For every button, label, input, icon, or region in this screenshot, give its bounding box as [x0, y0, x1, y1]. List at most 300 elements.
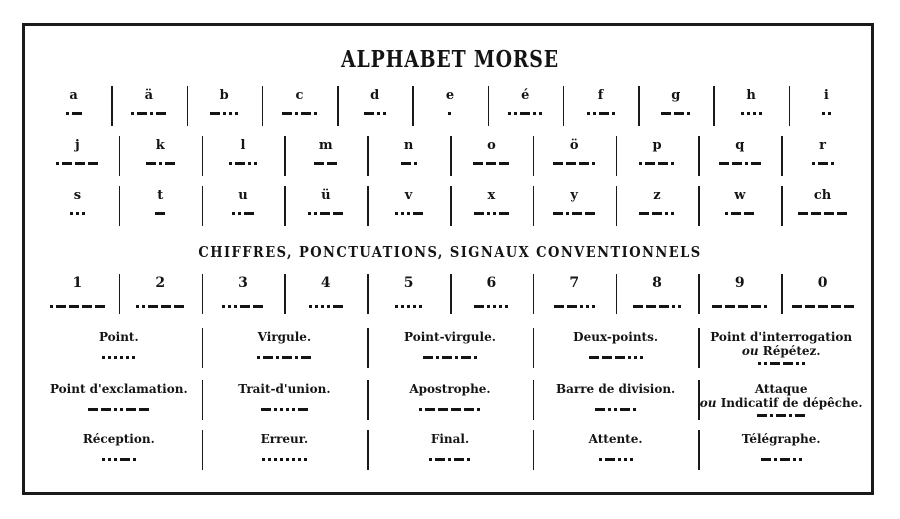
morse-code: [187, 112, 262, 115]
morse-dot: [229, 112, 232, 115]
entry-label: [367, 188, 450, 203]
entry-label-text: h: [746, 88, 756, 103]
entry-label-text: w: [734, 188, 746, 203]
morse-dot: [150, 112, 153, 115]
morse-dot: [126, 356, 129, 359]
morse-dash: [161, 305, 171, 308]
entry-label-text: d: [370, 88, 380, 103]
morse-dash: [757, 414, 767, 417]
morse-dot: [665, 212, 668, 215]
entry-label: [367, 330, 533, 344]
morse-dash: [499, 212, 509, 215]
morse-code: [111, 112, 186, 115]
entry-label-text: Trait-d'union.: [238, 382, 331, 396]
morse-code: [781, 305, 864, 308]
entry-label: [284, 275, 367, 291]
morse-entry: [698, 430, 864, 476]
morse-entry: [713, 86, 788, 130]
entry-label-text: ö: [569, 138, 579, 153]
morse-dot: [828, 112, 831, 115]
entry-label-text: l: [240, 138, 246, 153]
morse-entry: [367, 430, 533, 476]
morse-entry: [36, 186, 119, 230]
morse-dot: [222, 305, 225, 308]
morse-code: [36, 408, 202, 411]
entry-label-ou: ou: [699, 396, 717, 410]
morse-dot: [228, 305, 231, 308]
morse-entry: [202, 136, 285, 180]
entry-label-ou: ou: [741, 344, 759, 358]
morse-dot: [114, 356, 117, 359]
entry-label-text: k: [155, 138, 165, 153]
morse-dot: [758, 362, 761, 365]
morse-dash: [56, 305, 66, 308]
morse-dot: [315, 305, 318, 308]
entry-label: [698, 138, 781, 153]
entry-label-text: Virgule.: [257, 330, 312, 344]
morse-dash: [553, 212, 563, 215]
morse-dot: [133, 458, 136, 461]
morse-dash: [792, 305, 802, 308]
morse-dash: [602, 356, 612, 359]
morse-entry: [119, 272, 202, 316]
entry-label: [284, 138, 367, 153]
morse-code: [533, 162, 616, 165]
morse-dot: [395, 212, 398, 215]
morse-dash: [69, 305, 79, 308]
morse-entry: [202, 272, 285, 316]
morse-dash: [566, 162, 576, 165]
morse-code: [36, 458, 202, 461]
morse-entry: [450, 136, 533, 180]
morse-entry: [698, 136, 781, 180]
morse-dash: [844, 305, 854, 308]
morse-dot: [789, 414, 792, 417]
morse-entry: [488, 86, 563, 130]
entry-label-text: Final.: [430, 432, 470, 446]
morse-dash: [783, 362, 793, 365]
entry-label: [789, 88, 864, 103]
morse-dot: [286, 408, 289, 411]
morse-code: [202, 356, 368, 359]
morse-dot: [593, 112, 596, 115]
entry-label-text: b: [219, 88, 229, 103]
entry-label-alt: Répétez.: [762, 344, 821, 358]
morse-dash: [137, 112, 147, 115]
morse-code: [533, 305, 616, 308]
morse-dot: [419, 408, 422, 411]
morse-dot: [725, 212, 728, 215]
morse-entry: [284, 272, 367, 316]
entry-label-text: Point.: [98, 330, 139, 344]
entry-label: [450, 138, 533, 153]
morse-code: [412, 112, 487, 115]
morse-dash: [572, 212, 582, 215]
morse-dash: [776, 414, 786, 417]
entry-label-text: 3: [238, 275, 248, 291]
morse-dash: [62, 162, 72, 165]
morse-entry: [412, 86, 487, 130]
morse-dash: [719, 162, 729, 165]
morse-dot: [321, 305, 324, 308]
morse-code: [119, 212, 202, 215]
entry-label: [450, 188, 533, 203]
morse-dash: [165, 162, 175, 165]
morse-dot: [671, 162, 674, 165]
morse-dot: [276, 356, 279, 359]
morse-code: [698, 162, 781, 165]
entry-label: [36, 432, 202, 446]
morse-dash: [818, 305, 828, 308]
morse-code: [36, 212, 119, 215]
morse-code: [713, 112, 788, 115]
morse-entry: [36, 430, 202, 476]
morse-dot: [587, 112, 590, 115]
morse-dash: [156, 112, 166, 115]
morse-entry: [533, 272, 616, 316]
entry-label-text: r: [819, 138, 827, 153]
morse-dash: [244, 212, 254, 215]
morse-dash: [589, 356, 599, 359]
morse-code: [781, 212, 864, 215]
morse-dash: [811, 212, 821, 215]
morse-dot: [120, 356, 123, 359]
morse-dash: [732, 162, 742, 165]
entry-label: [367, 275, 450, 291]
morse-entry: [119, 186, 202, 230]
morse-dash: [298, 408, 308, 411]
morse-dot: [383, 112, 386, 115]
morse-entry: [450, 186, 533, 230]
morse-dot: [799, 458, 802, 461]
entry-label-text: ü: [321, 188, 331, 203]
morse-dot: [274, 408, 277, 411]
morse-entry: [202, 328, 368, 374]
morse-entry: [187, 86, 262, 130]
entry-label: [533, 330, 699, 344]
morse-dash: [423, 356, 433, 359]
morse-dot: [114, 458, 117, 461]
morse-code: [202, 458, 368, 461]
entry-label: [533, 382, 699, 396]
entry-label: [202, 432, 368, 446]
entry-label: [781, 188, 864, 203]
morse-dot: [56, 162, 59, 165]
morse-dash: [282, 112, 292, 115]
morse-code: [119, 305, 202, 308]
morse-entry: [36, 86, 111, 130]
entry-label: [367, 432, 533, 446]
morse-entry: [36, 380, 202, 426]
morse-dot: [395, 305, 398, 308]
morse-dot: [831, 162, 834, 165]
morse-entry: [698, 328, 864, 374]
morse-code: [533, 212, 616, 215]
morse-dot: [793, 458, 796, 461]
morse-code: [698, 212, 781, 215]
entry-label: [36, 275, 119, 291]
entry-label-text: c: [295, 88, 304, 103]
entry-label: [36, 382, 202, 396]
morse-dot: [159, 162, 162, 165]
morse-dot: [759, 112, 762, 115]
morse-entry: [563, 86, 638, 130]
morse-dash: [364, 112, 374, 115]
morse-dash: [401, 162, 411, 165]
morse-code: [781, 162, 864, 165]
morse-dash: [301, 112, 311, 115]
morse-entry: [616, 272, 699, 316]
morse-entry: [698, 272, 781, 316]
morse-code: [698, 305, 781, 308]
entry-label-text: i: [823, 88, 829, 103]
morse-code: [367, 305, 450, 308]
morse-dash: [751, 162, 761, 165]
morse-dot: [822, 112, 825, 115]
morse-dash: [148, 305, 158, 308]
entry-label: [119, 188, 202, 203]
morse-dot: [108, 458, 111, 461]
morse-entry: [533, 136, 616, 180]
entry-label: [533, 138, 616, 153]
entry-label-text: v: [404, 188, 413, 203]
morse-code: [367, 212, 450, 215]
morse-dash: [333, 305, 343, 308]
morse-code: [262, 112, 337, 115]
morse-dash: [333, 212, 343, 215]
morse-dot: [108, 356, 111, 359]
morse-dot: [295, 112, 298, 115]
entry-label-text: Barre de division.: [555, 382, 676, 396]
entry-label: [698, 382, 864, 410]
entry-label-text: t: [157, 188, 164, 203]
entry-label-text: ä: [144, 88, 154, 103]
morse-dot: [508, 112, 511, 115]
morse-dot: [499, 305, 502, 308]
morse-dot: [238, 212, 241, 215]
morse-dot: [630, 458, 633, 461]
morse-code: [450, 305, 533, 308]
entry-label-text: q: [735, 138, 745, 153]
morse-dash: [553, 162, 563, 165]
morse-code: [616, 162, 699, 165]
entry-label: [412, 88, 487, 103]
morse-dot: [419, 305, 422, 308]
morse-dash: [413, 212, 423, 215]
entry-label: [533, 432, 699, 446]
morse-dash: [795, 414, 805, 417]
morse-dash: [615, 356, 625, 359]
morse-dot: [401, 305, 404, 308]
morse-dot: [292, 458, 295, 461]
morse-entry: [789, 86, 864, 130]
morse-dash: [314, 162, 324, 165]
morse-entry: [367, 328, 533, 374]
morse-dot: [745, 162, 748, 165]
entry-label: [616, 188, 699, 203]
morse-dash: [837, 212, 847, 215]
morse-dash: [674, 112, 684, 115]
morse-dot: [505, 305, 508, 308]
morse-dot: [608, 408, 611, 411]
morse-dot: [687, 112, 690, 115]
morse-code: [616, 305, 699, 308]
entry-label-text: n: [403, 138, 414, 153]
morse-dot: [671, 212, 674, 215]
morse-dash: [770, 362, 780, 365]
morse-entry: [533, 328, 699, 374]
entry-label: [202, 382, 368, 396]
morse-code: [698, 362, 864, 365]
morse-dash: [831, 305, 841, 308]
entry-label: [698, 188, 781, 203]
morse-dot: [753, 112, 756, 115]
morse-dot: [741, 112, 744, 115]
morse-code: [533, 408, 699, 411]
morse-dot: [592, 305, 595, 308]
morse-dash: [95, 305, 105, 308]
entry-label-text: 9: [734, 275, 745, 291]
morse-dot: [477, 408, 480, 411]
morse-code: [533, 458, 699, 461]
morse-dash: [818, 162, 828, 165]
morse-dash: [620, 408, 630, 411]
entry-label: [616, 138, 699, 153]
morse-dash: [282, 356, 292, 359]
entry-label-text: Réception.: [82, 432, 155, 446]
morse-dot: [580, 305, 583, 308]
morse-dash: [599, 112, 609, 115]
entry-label-text: 6: [486, 275, 497, 291]
morse-dash: [652, 212, 662, 215]
morse-dash: [120, 458, 130, 461]
entry-label: [119, 138, 202, 153]
morse-dash: [744, 212, 754, 215]
entry-label: [367, 138, 450, 153]
entry-label-text: z: [653, 188, 661, 203]
morse-dash: [731, 212, 741, 215]
morse-dash: [712, 305, 722, 308]
morse-entry: [262, 86, 337, 130]
morse-dot: [487, 305, 490, 308]
morse-dot: [624, 458, 627, 461]
entry-label-text: x: [487, 188, 496, 203]
morse-entry: [36, 136, 119, 180]
morse-dot: [413, 305, 416, 308]
entry-label-text: 2: [155, 275, 166, 291]
morse-code: [36, 112, 111, 115]
entry-label: [262, 88, 337, 103]
morse-dash: [451, 408, 461, 411]
morse-dot: [672, 305, 675, 308]
morse-dash: [235, 162, 245, 165]
entry-label-alt: Indicatif de dépêche.: [720, 396, 863, 410]
morse-dash: [520, 112, 530, 115]
morse-dot: [493, 305, 496, 308]
morse-dot: [229, 162, 232, 165]
morse-dot: [102, 356, 105, 359]
morse-dash: [435, 458, 445, 461]
morse-entry: [616, 136, 699, 180]
morse-dot: [455, 356, 458, 359]
morse-dot: [50, 305, 53, 308]
morse-dash: [461, 356, 471, 359]
morse-dot: [262, 458, 265, 461]
morse-dot: [114, 408, 117, 411]
morse-dot: [614, 408, 617, 411]
entry-label-text: 0: [817, 275, 828, 291]
entry-label-text: 1: [72, 275, 83, 291]
morse-code: [450, 162, 533, 165]
morse-dot: [802, 362, 805, 365]
morse-code: [533, 356, 699, 359]
morse-dash: [661, 112, 671, 115]
morse-code: [367, 356, 533, 359]
morse-dot: [764, 362, 767, 365]
entry-label: [698, 330, 864, 358]
morse-dot: [401, 212, 404, 215]
entry-label-text: m: [318, 138, 333, 153]
entry-label: [202, 275, 285, 291]
morse-entry: [284, 136, 367, 180]
morse-dot: [487, 212, 490, 215]
entry-label-text: g: [671, 88, 681, 103]
morse-dot: [223, 112, 226, 115]
entry-label: [202, 138, 285, 153]
morse-entry: [202, 186, 285, 230]
morse-dot: [474, 356, 477, 359]
entry-label: [36, 188, 119, 203]
morse-dash: [554, 305, 564, 308]
morse-dash: [327, 162, 337, 165]
morse-dash: [101, 408, 111, 411]
morse-dot: [314, 212, 317, 215]
entry-label: [202, 330, 368, 344]
morse-dot: [774, 458, 777, 461]
entry-label: [36, 330, 202, 344]
morse-code: [789, 112, 864, 115]
entry-label-text: Erreur.: [260, 432, 309, 446]
morse-dash: [824, 212, 834, 215]
morse-dash: [474, 212, 484, 215]
morse-dash: [126, 408, 136, 411]
entry-label-text: o: [487, 138, 496, 153]
morse-entry: [111, 86, 186, 130]
morse-dash: [474, 305, 484, 308]
morse-dot: [314, 112, 317, 115]
morse-dot: [634, 356, 637, 359]
morse-dot: [132, 356, 135, 359]
morse-dash: [780, 458, 790, 461]
entry-label: [698, 432, 864, 446]
morse-dot: [618, 458, 621, 461]
morse-code: [563, 112, 638, 115]
entry-label: [488, 88, 563, 103]
morse-dash: [751, 305, 761, 308]
morse-code: [119, 162, 202, 165]
morse-dash: [499, 162, 509, 165]
morse-dot: [82, 212, 85, 215]
entry-label: [533, 275, 616, 291]
morse-dot: [232, 212, 235, 215]
morse-dot: [628, 356, 631, 359]
morse-entry: [781, 186, 864, 230]
morse-code: [698, 458, 864, 461]
morse-dash: [72, 112, 82, 115]
morse-dash: [738, 305, 748, 308]
morse-dot: [295, 356, 298, 359]
morse-dash: [75, 162, 85, 165]
